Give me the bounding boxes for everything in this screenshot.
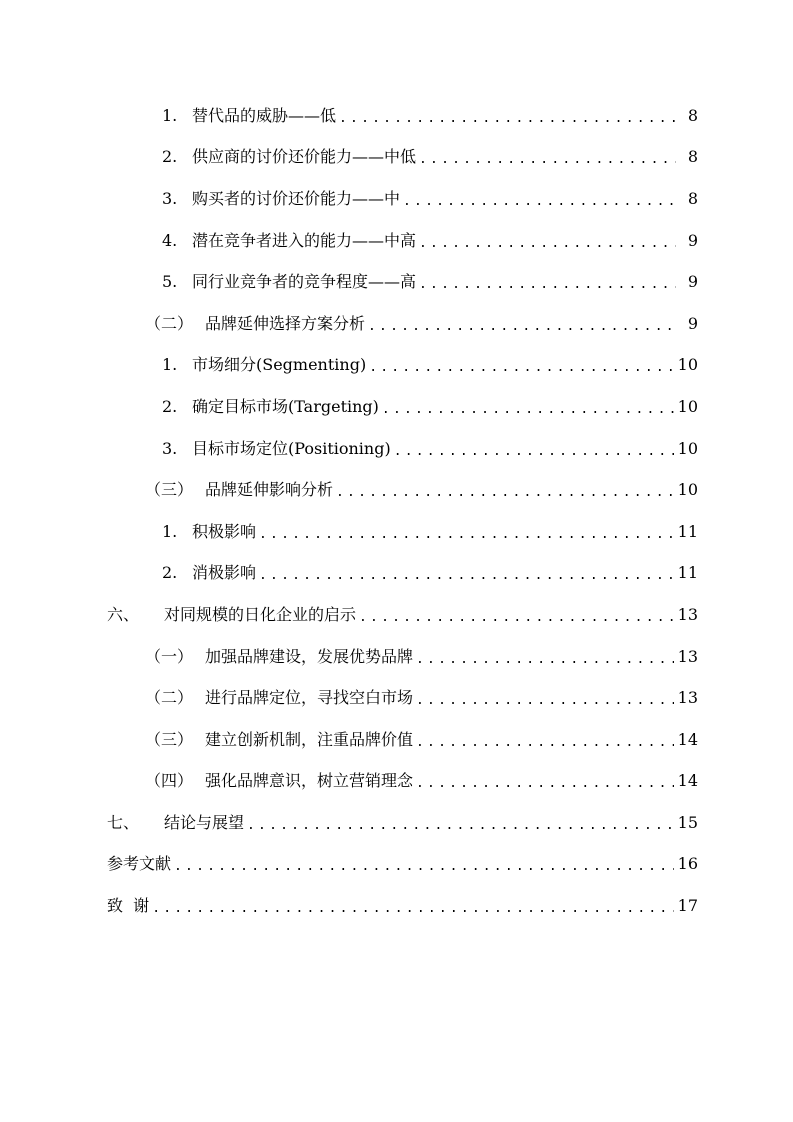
toc-dot-leader — [369, 358, 673, 378]
toc-dot-leader — [247, 816, 674, 836]
toc-entry-number: （三） — [145, 480, 194, 500]
toc-entry-title: 供应商的讨价还价能力——中低 — [192, 147, 417, 167]
toc-entry-title: 购买者的讨价还价能力——中 — [192, 188, 401, 208]
toc-dot-leader — [359, 608, 674, 628]
toc-entry[interactable] — [0, 553, 793, 595]
toc-entry-page: 14 — [677, 771, 698, 791]
toc-entry-title: 建立创新机制，注重品牌价值 — [205, 729, 414, 749]
toc-entry-title: 品牌延伸影响分析 — [205, 480, 334, 500]
toc-entry-page: 13 — [677, 604, 698, 624]
toc-entry-page: 8 — [687, 147, 698, 167]
toc-entry[interactable] — [0, 802, 793, 844]
toc-entry-title: 同行业竞争者的竞争程度——高 — [192, 272, 417, 292]
toc-entry-number: （二） — [145, 313, 194, 333]
toc-entry-number: （三） — [145, 729, 194, 749]
toc-entry-title: 消极影响 — [192, 563, 257, 583]
toc-dot-leader — [416, 774, 674, 794]
toc-entry-page: 11 — [677, 563, 698, 583]
toc-entry[interactable] — [0, 303, 793, 345]
toc-entry-number: （四） — [145, 771, 194, 791]
toc-entry[interactable] — [0, 761, 793, 803]
toc-entry-title: 目标市场定位(Positioning) — [192, 438, 391, 458]
toc-entry[interactable] — [0, 636, 793, 678]
toc-entry-page: 10 — [677, 396, 698, 416]
toc-entry-number: 4. — [162, 230, 178, 250]
toc-entry-number: 1. — [162, 355, 178, 375]
toc-entry-title: 参考文献 — [107, 854, 172, 874]
toc-entry[interactable] — [0, 511, 793, 553]
toc-dot-leader — [416, 691, 674, 711]
toc-entry-page: 9 — [687, 230, 698, 250]
toc-entry[interactable] — [0, 345, 793, 387]
toc-entry[interactable] — [0, 137, 793, 179]
toc-entry-number: 1. — [162, 105, 178, 125]
toc-entry-number: 3. — [162, 188, 178, 208]
toc-entry[interactable] — [0, 677, 793, 719]
toc-entry-page: 10 — [677, 480, 698, 500]
toc-dot-leader — [174, 857, 674, 877]
toc-entry-title: 结论与展望 — [164, 812, 245, 832]
toc-dot-leader — [368, 317, 676, 337]
toc-entry-title: 对同规模的日化企业的启示 — [164, 604, 357, 624]
toc-entry-page: 13 — [677, 688, 698, 708]
toc-dot-leader — [416, 733, 674, 753]
toc-dot-leader — [259, 566, 674, 586]
toc-entry-number: 1. — [162, 521, 178, 541]
toc-entry-title: 替代品的威胁——低 — [192, 105, 337, 125]
toc-entry[interactable] — [0, 469, 793, 511]
toc-entry-page: 9 — [687, 272, 698, 292]
toc-entry[interactable] — [0, 386, 793, 428]
toc-entry-number: 5. — [162, 272, 178, 292]
toc-entry-title: 强化品牌意识，树立营销理念 — [205, 771, 414, 791]
toc-entry-page: 8 — [687, 188, 698, 208]
table-of-contents — [0, 95, 793, 927]
toc-entry-number: 七、 — [107, 812, 140, 832]
toc-entry[interactable] — [0, 220, 793, 262]
toc-entry-page: 17 — [677, 896, 698, 916]
toc-entry-page: 9 — [687, 313, 698, 333]
toc-entry-page: 10 — [677, 355, 698, 375]
toc-entry-number: 六、 — [107, 604, 140, 624]
toc-dot-leader — [403, 192, 676, 212]
toc-entry[interactable] — [0, 844, 793, 886]
toc-dot-leader — [394, 442, 674, 462]
toc-entry[interactable] — [0, 594, 793, 636]
toc-entry-page: 13 — [677, 646, 698, 666]
toc-entry-title: 潜在竞争者进入的能力——中高 — [192, 230, 417, 250]
toc-dot-leader — [336, 483, 674, 503]
toc-entry[interactable] — [0, 428, 793, 470]
toc-dot-leader — [419, 234, 676, 254]
toc-entry[interactable] — [0, 261, 793, 303]
toc-entry[interactable] — [0, 178, 793, 220]
toc-entry-number: 2. — [162, 396, 178, 416]
toc-dot-leader — [339, 109, 676, 129]
toc-entry-title: 加强品牌建设，发展优势品牌 — [205, 646, 414, 666]
toc-dot-leader — [382, 400, 674, 420]
toc-entry-number: （二） — [145, 688, 194, 708]
toc-entry-number: 2. — [162, 147, 178, 167]
toc-entry-number: （一） — [145, 646, 194, 666]
toc-entry-page: 16 — [677, 854, 698, 874]
toc-dot-leader — [152, 899, 673, 919]
toc-entry-page: 10 — [677, 438, 698, 458]
toc-entry-title: 致 谢 — [107, 896, 150, 916]
toc-entry[interactable] — [0, 95, 793, 137]
toc-dot-leader — [419, 150, 676, 170]
toc-entry-title: 品牌延伸选择方案分析 — [205, 313, 366, 333]
toc-entry-title: 进行品牌定位，寻找空白市场 — [205, 688, 414, 708]
toc-entry-title: 市场细分(Segmenting) — [192, 355, 367, 375]
toc-entry-page: 14 — [677, 729, 698, 749]
toc-entry-page: 15 — [677, 812, 698, 832]
toc-entry[interactable] — [0, 885, 793, 927]
toc-dot-leader — [416, 650, 674, 670]
toc-entry-title: 积极影响 — [192, 521, 257, 541]
toc-dot-leader — [259, 525, 674, 545]
toc-entry-title: 确定目标市场(Targeting) — [192, 396, 379, 416]
toc-entry-page: 8 — [687, 105, 698, 125]
toc-entry[interactable] — [0, 719, 793, 761]
toc-entry-number: 3. — [162, 438, 178, 458]
toc-dot-leader — [419, 275, 676, 295]
toc-entry-page: 11 — [677, 521, 698, 541]
toc-entry-number: 2. — [162, 563, 178, 583]
